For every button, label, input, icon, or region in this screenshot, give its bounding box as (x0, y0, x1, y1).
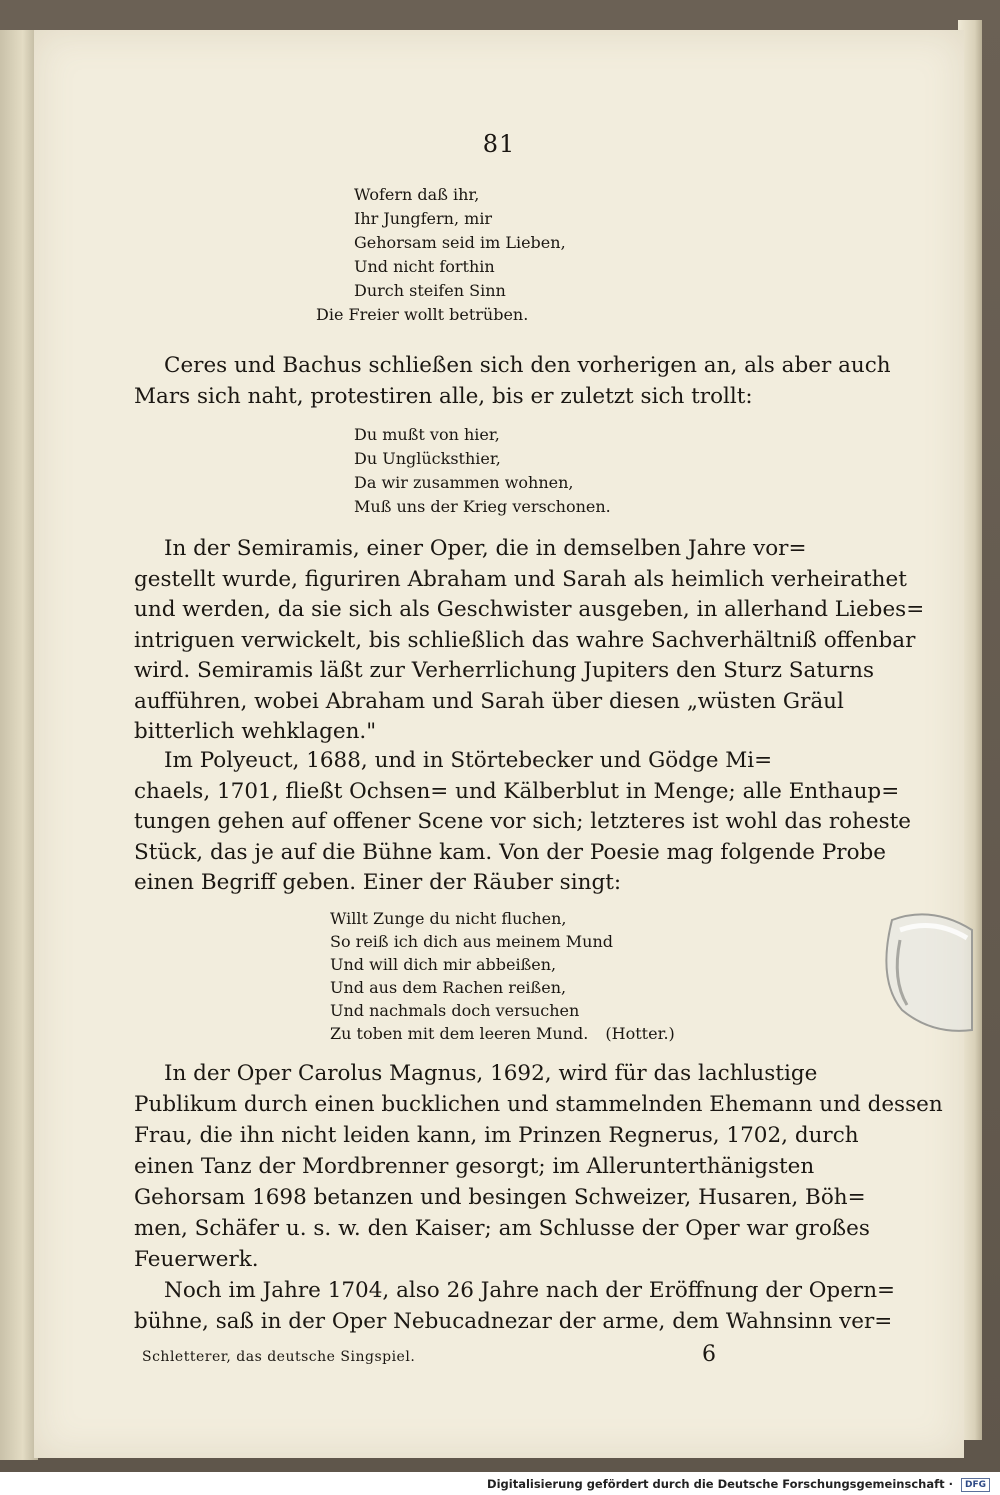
verse-line: Und will dich mir abbeißen, (330, 955, 557, 974)
verse-attribution: (Hotter.) (605, 1024, 675, 1043)
verse-line: Die Freier wollt betrüben. (316, 305, 529, 324)
text-line: Im Polyeuct, 1688, und in Störtebecker und Gödge Mi= (164, 748, 773, 773)
text-line: und werden, da sie sich als Geschwister ausgeben, in allerhand Liebes= (134, 597, 925, 622)
verse-block-1 (316, 183, 566, 327)
paragraph-4 (134, 1058, 943, 1275)
verse-block-3 (330, 907, 675, 1045)
text-line: men, Schäfer u. s. w. den Kaiser; am Schlusse der Oper war großes (134, 1216, 870, 1241)
verse-line: Muß uns der Krieg verschonen. (354, 497, 611, 516)
text-line: Publikum durch einen bucklichen und stammelnden Ehemann und dessen (134, 1092, 943, 1117)
text-line: tungen gehen auf offener Scene vor sich; letzteres ist wohl das roheste (134, 809, 912, 834)
verse-line: Du mußt von hier, (354, 425, 500, 444)
paragraph-3 (134, 746, 912, 899)
text-line: Stück, das je auf die Bühne kam. Von der Poesie mag folgende Probe (134, 839, 886, 865)
paragraph-2 (134, 534, 925, 748)
verse-line: Wofern daß ihr, (354, 185, 480, 204)
verse-text: Zu toben mit dem leeren Mund. (330, 1024, 589, 1043)
text-line: chaels, 1701, fließt Ochsen= und Kälberblut in Menge; alle Enthaup= (134, 778, 900, 804)
page-number: 81 (482, 130, 516, 158)
text-line: gestellt wurde, figuriren Abraham und Sarah als heimlich verheirathet (134, 566, 907, 592)
verse-line: Ihr Jungfern, mir (354, 209, 493, 228)
signature-mark: 6 (702, 1342, 716, 1367)
verse-line (330, 1022, 675, 1045)
verse-block-2 (354, 423, 611, 519)
text-line: Feuerwerk. (134, 1247, 259, 1272)
verse-line: So reiß ich dich aus meinem Mund (330, 932, 614, 951)
text-line: intriguen verwickelt, bis schließlich das wahre Sachverhältniß offenbar (134, 627, 916, 653)
text-line: einen Tanz der Mordbrenner gesorgt; im Allerunterthänigsten (134, 1154, 815, 1179)
verse-line: Durch steifen Sinn (354, 281, 506, 300)
paragraph-1 (134, 350, 891, 412)
digitization-credit (0, 1475, 990, 1495)
text-line: Ceres und Bachus schließen sich den vorherigen an, als aber auch (164, 353, 891, 378)
verse-line: Willt Zunge du nicht fluchen, (330, 909, 567, 928)
verse-line: Und nicht forthin (354, 257, 495, 276)
text-line: aufführen, wobei Abraham und Sarah über diesen „wüsten Gräul (134, 688, 844, 714)
verse-line: Gehorsam seid im Lieben, (354, 233, 566, 252)
dfg-logo: DFG (961, 1478, 990, 1492)
credit-text: Digitalisierung gefördert durch die Deutsche Forschungsgemeinschaft · (487, 1477, 953, 1491)
page-weight-clip (872, 910, 982, 1040)
running-footer: Schletterer, das deutsche Singspiel. (142, 1349, 416, 1365)
book-left-edge (0, 30, 38, 1460)
paragraph-5 (134, 1275, 896, 1337)
verse-line: Du Unglücksthier, (354, 449, 501, 468)
text-line: Mars sich naht, protestiren alle, bis er zuletzt sich trollt: (134, 384, 753, 409)
verse-line: Und nachmals doch versuchen (330, 1001, 580, 1020)
book-page (34, 30, 964, 1458)
text-line: wird. Semiramis läßt zur Verherrlichung Jupiters den Sturz Saturns (134, 658, 874, 683)
text-line: In der Oper Carolus Magnus, 1692, wird für das lachlustige (164, 1061, 818, 1086)
verse-line: Und aus dem Rachen reißen, (330, 978, 567, 997)
text-line: einen Begriff geben. Einer der Räuber singt: (134, 870, 622, 895)
text-line: bühne, saß in der Oper Nebucadnezar der arme, dem Wahnsinn ver= (134, 1309, 893, 1334)
verse-line: Da wir zusammen wohnen, (354, 473, 574, 492)
text-line: Gehorsam 1698 betanzen und besingen Schweizer, Husaren, Böh= (134, 1185, 866, 1210)
text-line: bitterlich wehklagen." (134, 719, 377, 744)
text-line: Noch im Jahre 1704, also 26 Jahre nach der Eröffnung der Opern= (164, 1278, 896, 1303)
text-line: Frau, die ihn nicht leiden kann, im Prinzen Regnerus, 1702, durch (134, 1123, 859, 1148)
text-line: In der Semiramis, einer Oper, die in demselben Jahre vor= (164, 536, 807, 561)
